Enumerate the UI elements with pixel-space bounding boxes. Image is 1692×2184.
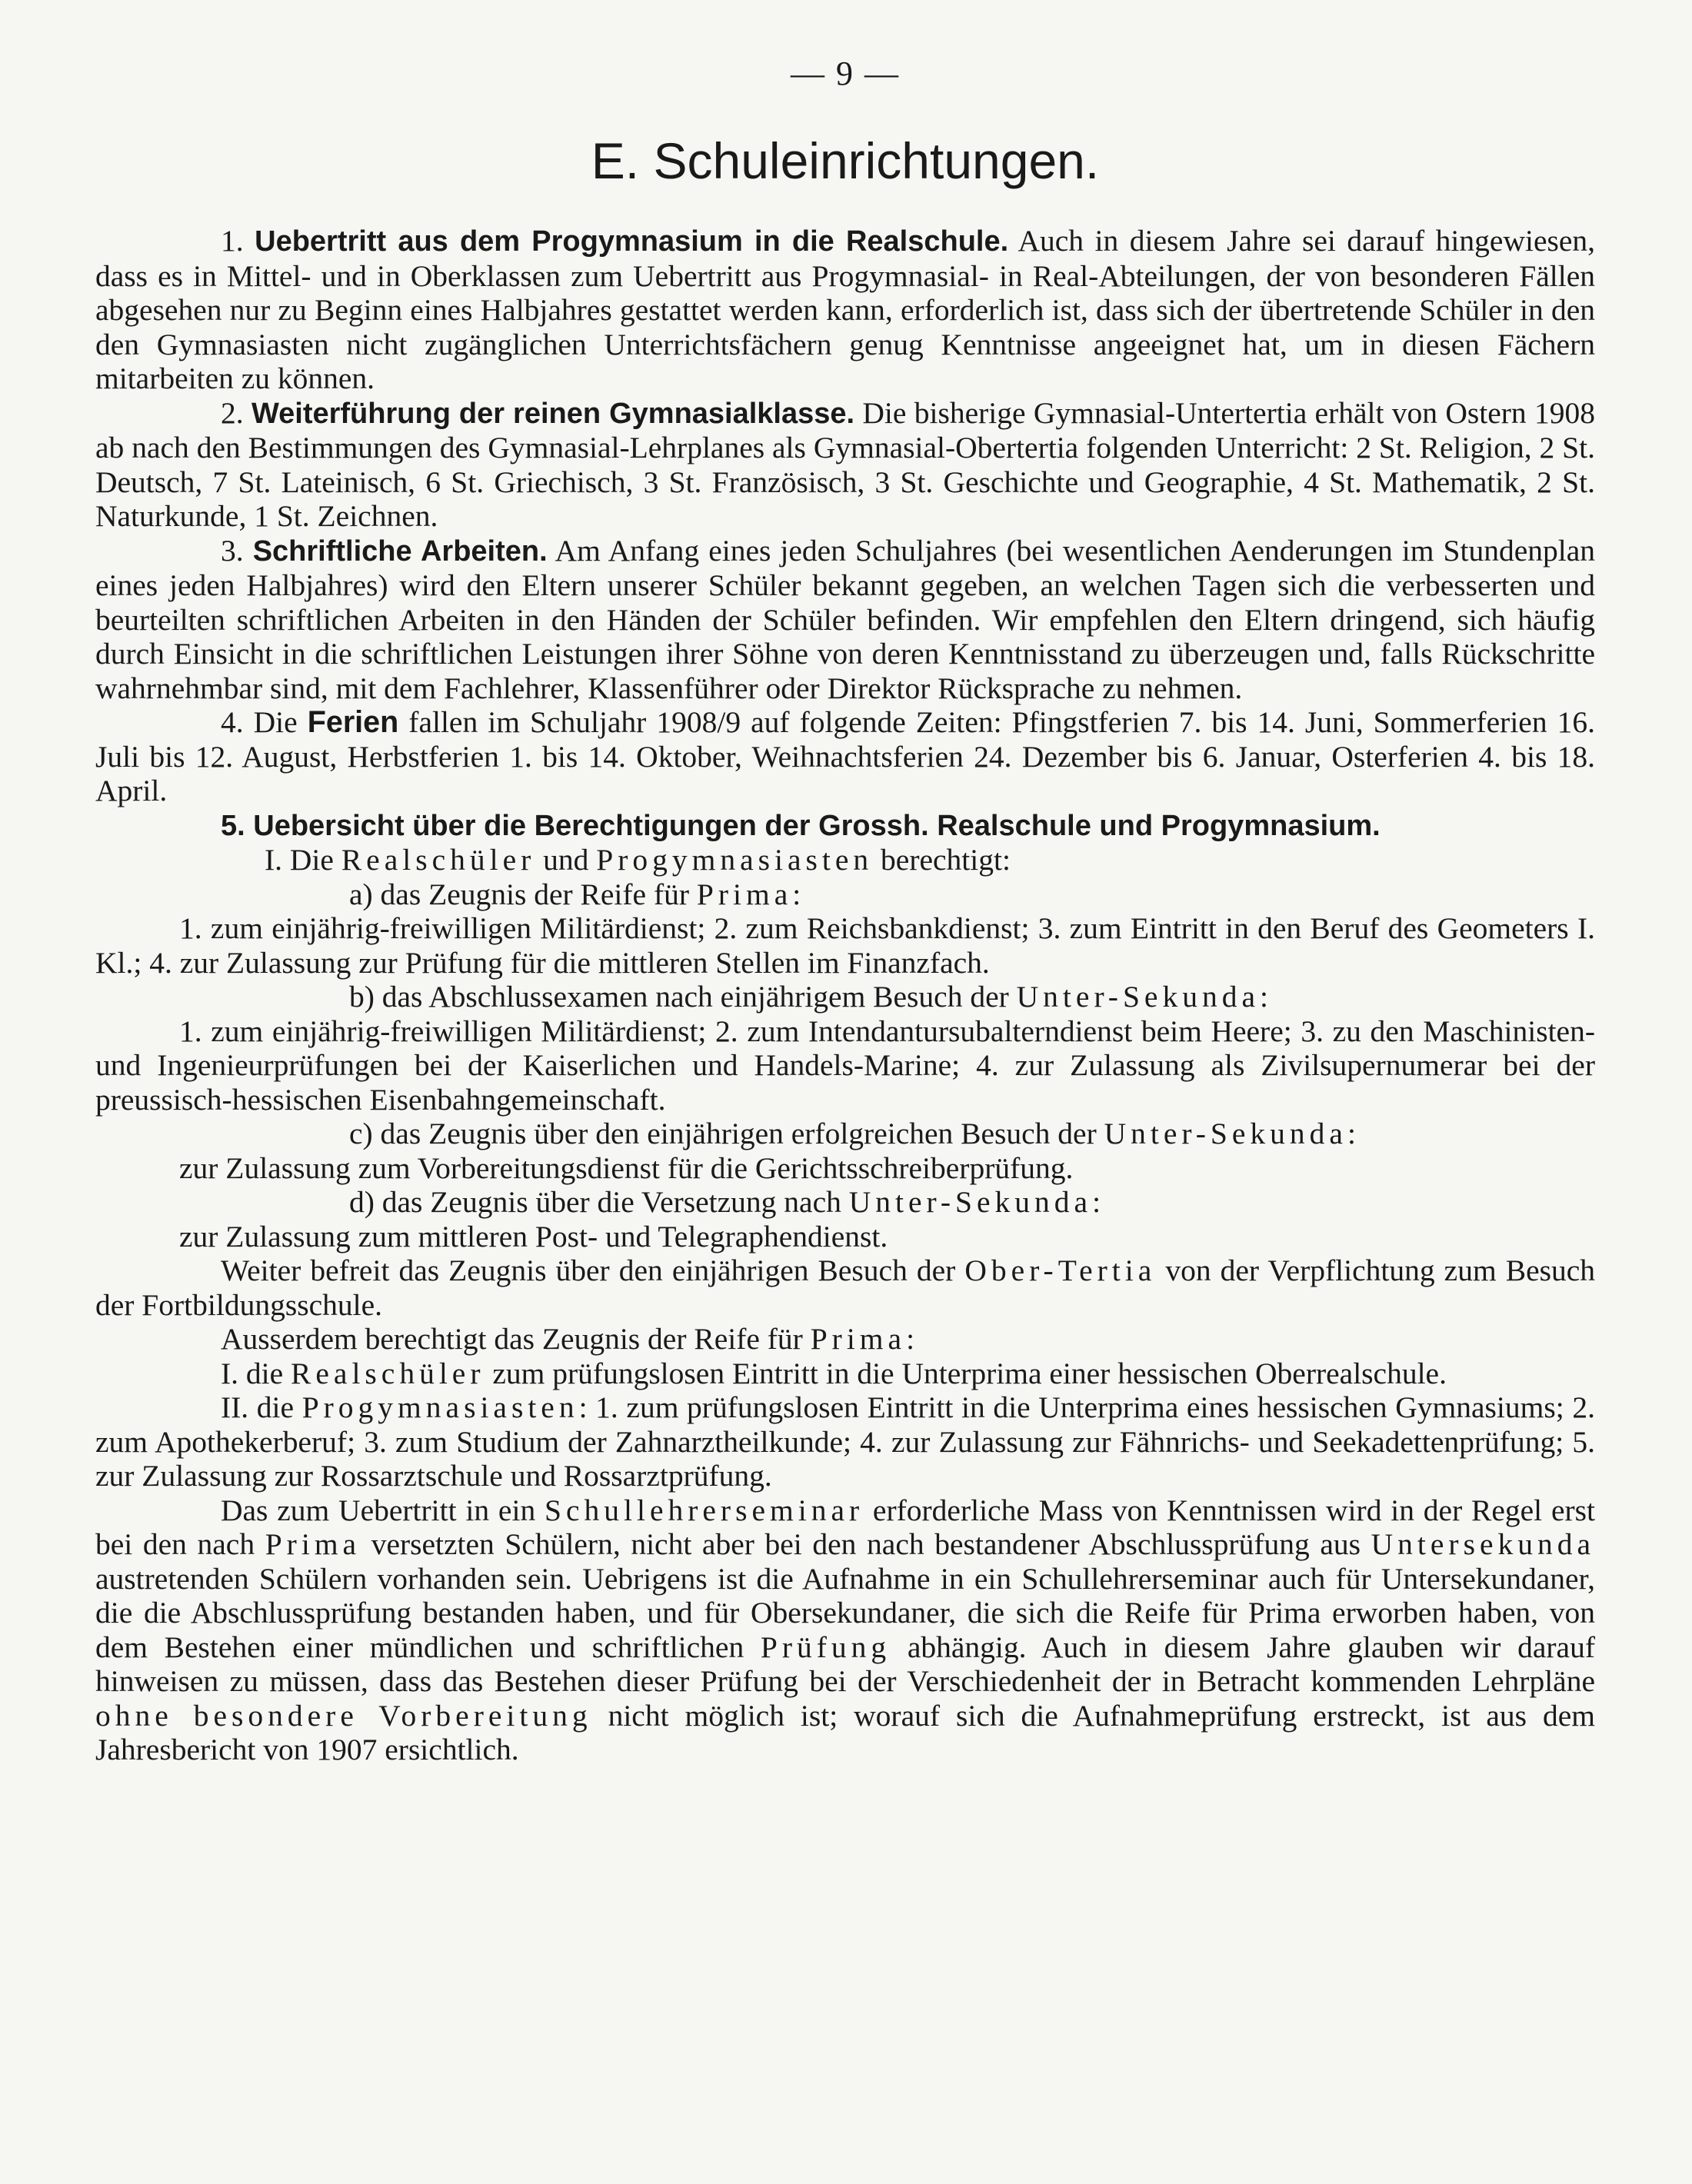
item-a-heading [95, 877, 1595, 912]
roman-i-paragraph [95, 1357, 1595, 1391]
item-b-text: 1. zum einjährig-freiwilligen Militärdienst; 2. zum Intendantursubalterndienst beim Heere; 3. zu den Maschinisten- und Ingenieurprüfungen bei der Kaiserlichen und Handels-Marine; 4. zur Zulassung als Zivilsupernumerar bei der preussisch-hessischen Eisenbahngemeinschaft. [95, 1014, 1595, 1117]
paragraph-3-text: Am Anfang eines jeden Schuljahres (bei wesentlichen Aenderungen im Stundenplan eines jeden Halbjahres) wird den Eltern unserer Schüler bekannt gegeben, an welchen Tagen sich die verbesserten und beurteilten schriftlichen Arbeiten in den Händen der Schüler befinden. Wir empfehlen den Eltern dringend, sich häufig durch Einsicht in die schriftlichen Leistungen ihrer Söhne von deren Kenntnisstand zu überzeugen und, falls Rückschritte wahrnehmbar sind, mit dem Fachlehrer, Klassenführer oder Direktor Rücksprache zu nehmen. [95, 533, 1595, 705]
final-spaced-4: Prüfung [760, 1630, 891, 1664]
page-number: — 9 — [791, 55, 900, 92]
final-text-4: austretenden Schülern vorhanden sein. Uebrigens ist die Aufnahme in ein Schullehrerseminar auch für Untersekundaner, die die Abschlussprüfung bestanden haben, und für Obersekundaner, die sich die Reife für Prima erworben haben, von dem Bestehen einer mündlichen und schriftlichen [95, 1561, 1595, 1664]
ausserdem-paragraph [95, 1322, 1595, 1357]
item-d-post: : [1092, 1185, 1101, 1219]
item-a-pre: a) das Zeugnis der Reife für [349, 877, 697, 911]
final-spaced-5: ohne besondere Vorbereitung [95, 1698, 592, 1733]
paragraph-4-heading: Ferien [307, 705, 399, 739]
weiter-pre: Weiter befreit das Zeugnis über den einjährigen Besuch der [221, 1253, 965, 1287]
roman-i-spaced: Realschüler [291, 1356, 485, 1390]
paragraph-5-heading-text: 5. Uebersicht über die Berechtigungen der Grossh. Realschule und Progymnasium. [221, 809, 1381, 842]
weiter-post: von der Verpflichtung zum Besuch der Fortbildungsschule. [95, 1253, 1596, 1322]
paragraph-1 [95, 224, 1595, 396]
final-paragraph [95, 1493, 1595, 1767]
paragraph-1-text: Auch in diesem Jahre sei darauf hingewiesen, dass es in Mittel- und in Oberklassen zum Uebertritt aus Progymnasial- in Real-Abteilungen, der von besonderen Fällen abgesehen nur zu Beginn eines Halbjahres gestattet werden kann, erforderlich ist, dass sich der übertretende Schüler in den den Gymnasiasten nicht zugänglichen Unterrichtsfächern genug Kenntnisse angeeignet hat, um in diesen Fächern mitarbeiten zu können. [95, 224, 1596, 395]
roman-1-mid: und [535, 843, 597, 877]
weiter-paragraph [95, 1253, 1595, 1322]
item-a-spaced: Prima [696, 877, 793, 911]
roman-i-pre: I. die [221, 1356, 291, 1390]
roman-ii-pre: II. die [221, 1390, 302, 1424]
roman-1-line [95, 843, 1595, 877]
final-text-2: erforderliche Mass von Kenntnissen wird in der Regel erst bei den nach [95, 1493, 1595, 1561]
paragraph-3 [95, 534, 1595, 706]
roman-ii-paragraph [95, 1390, 1595, 1493]
roman-ii-post: : 1. zum prüfungslosen Eintritt in die Unterprima eines hessischen Gymnasiums; 2. zum Apothekerberuf; 3. zum Studium der Zahnarztheilkunde; 4. zur Zulassung zur Fähnrichs- und Seekadettenprüfung; 5. zur Zulassung zur Rossarztschule und Rossarztprüfung. [95, 1390, 1595, 1493]
page [95, 54, 1595, 1767]
item-d-spaced: Unter-Sekunda [848, 1185, 1093, 1219]
item-c-text: zur Zulassung zum Vorbereitungsdienst für die Gerichtsschreiberprüfung. [179, 1150, 1074, 1185]
paragraph-2 [95, 396, 1595, 534]
final-spaced-3: Untersekunda [1371, 1527, 1596, 1561]
paragraph-2-text: Die bisherige Gymnasial-Untertertia erhält von Ostern 1908 ab nach den Bestimmungen des Gymnasial-Lehrplanes als Gymnasial-Obertertia folgenden Unterricht: 2 St. Religion, 2 St. Deutsch, 7 St. Lateinisch, 6 St. Griechisch, 3 St. Französisch, 3 St. Geschichte und Geographie, 4 St. Mathematik, 2 St. Naturkunde, 1 St. Zeichnen. [95, 395, 1595, 533]
item-a-text: 1. zum einjährig-freiwilligen Militärdienst; 2. zum Reichsbankdienst; 3. zum Eintritt in den Beruf des Geometers I. Kl.; 4. zur Zulassung zur Prüfung für die mittleren Stellen im Finanzfach. [95, 911, 1595, 980]
paragraph-4-prefix: 4. Die [221, 705, 308, 739]
final-text-1: Das zum Uebertritt in ein [221, 1493, 545, 1527]
final-text-6: nicht möglich ist; worauf sich die Aufnahmeprüfung erstreckt, ist aus dem Jahresbericht von 1907 ersichtlich. [95, 1698, 1595, 1766]
paragraph-3-heading: Schriftliche Arbeiten. [252, 534, 548, 568]
roman-1-post: berechtigt: [873, 843, 1011, 877]
item-c-post: : [1347, 1117, 1356, 1150]
paragraph-4-text: fallen im Schuljahr 1908/9 auf folgende Zeiten: Pfingstferien 7. bis 14. Juni, Sommerferien 16. Juli bis 12. August, Herbstferien 1. bis 14. Oktober, Weihnachtsferien 24. Dezember bis 6. Januar, Osterferien 4. bis 18. April. [95, 705, 1595, 807]
final-text-5: abhängig. Auch in diesem Jahre glauben wir darauf hinweisen zu müssen, dass das Bestehen dieser Prüfung bei der Verschiedenheit der in Betracht kommenden Lehrpläne [95, 1630, 1595, 1698]
final-spaced-2: Prima [265, 1527, 361, 1561]
final-text-3: versetzten Schülern, nicht aber bei den nach bestandener Abschlussprüfung aus [361, 1527, 1371, 1561]
item-d-heading [95, 1185, 1595, 1220]
item-number: 2. [221, 395, 244, 430]
ausserdem-spaced: Prima [810, 1322, 907, 1356]
ausserdem-pre: Ausserdem berechtigt das Zeugnis der Reife für [221, 1322, 811, 1356]
item-c-heading [95, 1117, 1595, 1151]
item-c-spaced: Unter-Sekunda [1104, 1117, 1347, 1150]
item-a-post: : [792, 877, 801, 911]
item-b-heading [95, 980, 1595, 1014]
section-title: E. Schuleinrichtungen. [591, 132, 1100, 189]
item-d-pre: d) das Zeugnis über die Versetzung nach [349, 1185, 849, 1219]
item-b-post: : [1260, 980, 1268, 1014]
paragraph-4 [95, 705, 1595, 808]
roman-i-post: zum prüfungslosen Eintritt in die Unterprima einer hessischen Oberrealschule. [485, 1356, 1447, 1390]
item-number: 1. [221, 224, 244, 258]
roman-ii-spaced: Progymnasiasten [301, 1390, 579, 1424]
item-c-pre: c) das Zeugnis über den einjährigen erfolgreichen Besuch der [349, 1117, 1104, 1150]
paragraph-1-heading: Uebertritt aus dem Progymnasium in die Realschule. [255, 225, 1009, 258]
roman-1-spaced-1: Realschüler [341, 843, 536, 877]
roman-1-spaced-2: Progymnasiasten [596, 843, 874, 877]
item-number: 3. [221, 533, 244, 568]
final-spaced-1: Schullehrerseminar [545, 1493, 864, 1527]
ausserdem-post: : [906, 1322, 915, 1356]
item-b-spaced: Unter-Sekunda [1016, 980, 1260, 1014]
paragraph-2-heading: Weiterführung der reinen Gymnasialklasse. [251, 397, 855, 430]
roman-1-pre: I. Die [265, 843, 341, 877]
item-b-pre: b) das Abschlussexamen nach einjährigem Besuch der [349, 980, 1017, 1014]
item-d-text: zur Zulassung zum mittleren Post- und Telegraphendienst. [179, 1219, 888, 1253]
paragraph-5-heading [95, 808, 1595, 844]
weiter-spaced: Ober-Tertia [964, 1253, 1157, 1287]
